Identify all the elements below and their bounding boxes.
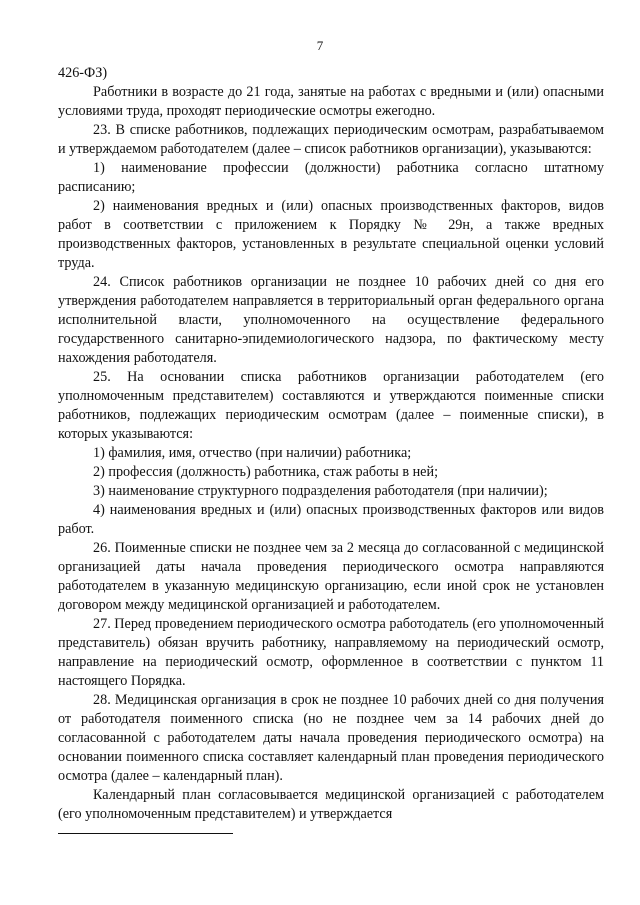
- footnote-rule: [58, 833, 233, 834]
- paragraph: 25. На основании списка работников организации работодателем (его уполномоченным представителем) составляются и утверждаются поименные списки работников, подлежащих периодическим осмотрам (далее – поименные списки), в которых указываются:: [58, 369, 604, 442]
- paragraph: 1) наименование профессии (должности) работника согласно штатному расписанию;: [58, 160, 604, 195]
- paragraph: 27. Перед проведением периодического осмотра работодатель (его уполномоченный представитель) обязан вручить работнику, направляемому на периодический осмотр, направление на периодический осмотр, оформленное в соответствии с пунктом 11 настоящего Порядка.: [58, 616, 604, 689]
- paragraph: 4) наименования вредных и (или) опасных производственных факторов или видов работ.: [58, 502, 604, 537]
- paragraph: 26. Поименные списки не позднее чем за 2 месяца до согласованной с медицинской организацией даты начала проведения периодического осмотра направляются работодателем в указанную медицинскую организацию, если иной срок не установлен договором между медицинской организацией и работодателем.: [58, 540, 604, 613]
- paragraph: 3) наименование структурного подразделения работодателя (при наличии);: [93, 483, 548, 499]
- paragraph: 2) профессия (должность) работника, стаж работы в ней;: [93, 464, 439, 480]
- document-body: [58, 64, 604, 824]
- paragraph: 1) фамилия, имя, отчество (при наличии) работника;: [93, 445, 412, 461]
- paragraph: 24. Список работников организации не позднее 10 рабочих дней со дня его утверждения работодателем направляется в территориальный орган федерального органа исполнительной власти, уполномоченного на осуществление федерального государственного санитарно-эпидемиологического надзора, по фактическому месту нахождения работодателя.: [58, 274, 604, 366]
- page-number: 7: [316, 38, 324, 53]
- paragraph: 28. Медицинская организация в срок не позднее 10 рабочих дней со дня получения от работодателя поименного списка (но не позднее чем за 14 рабочих дней до согласованной с работодателем даты начала проведения периодического осмотра) на основании поименного списка составляет календарный план проведения периодического осмотра (далее – календарный план).: [58, 692, 604, 784]
- paragraph: Работники в возрасте до 21 года, занятые на работах с вредными и (или) опасными условиями труда, проходят периодические осмотры ежегодно.: [58, 84, 604, 119]
- paragraph: 23. В списке работников, подлежащих периодическим осмотрам, разрабатываемом и утверждаемом работодателем (далее – список работников организации), указываются:: [58, 122, 604, 157]
- paragraph: Календарный план согласовывается медицинской организацией с работодателем (его уполномоченным представителем) и утверждается: [58, 787, 604, 822]
- paragraph: 2) наименования вредных и (или) опасных производственных факторов, видов работ в соответствии с приложением к Порядку № 29н, а также вредных производственных факторов, установленных в результате специальной оценки условий труда.: [58, 198, 604, 271]
- paragraph: 426-ФЗ): [58, 65, 108, 81]
